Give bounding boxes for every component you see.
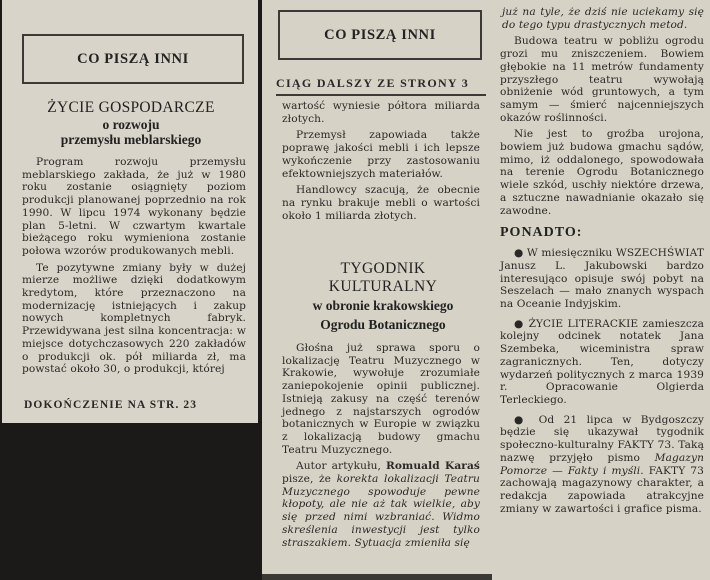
right-paragraph-3: Handlowcy szacują, że obecnie na rynku brakuje mebli o wartości około 1 miliarda złotych. — [282, 184, 480, 222]
tygodnik-p2-start: Autor artykułu, — [296, 460, 386, 473]
tygodnik-paragraph-2 — [282, 460, 480, 549]
left-source-title: ŻYCIE GOSPODARCZE — [47, 99, 215, 116]
ponadto-item-3 — [500, 414, 704, 516]
quote-continuation: już na tyle, że dziś nie uciekamy się do tego typu drastycznych metod. — [502, 6, 704, 31]
tygodnik-title-line2: KULTURALNY — [328, 278, 438, 295]
left-clipping — [2, 0, 258, 423]
continuation-heading: CIĄG DALSZY ZE STRONY 3 — [276, 76, 470, 90]
tygodnik-paragraph-1: Głośna już sprawa sporu o lokalizację Teatru Muzycznego w Krakowie, wywołuje zrozumiałe zaniepokojenie opinii publicznej. Istnieją zakusy na część terenów jednego z najstarszych ogrodów botanicznych w Europie w związku z lokalizacją budowy gmachu Teatru Muzycznego. — [282, 342, 480, 456]
right-clipping — [262, 0, 710, 580]
tygodnik-body — [282, 342, 480, 553]
right-col1-body — [282, 100, 480, 226]
left-paragraph-2: Te pozytywne zmiany były w dużej mierze możliwe dzięki dodatkowym kredytom, które przeznaczono na modernizację istniejących i zakup nowych kompletnych fabryk. Przewidywana jest silna koncentracja: w miejsce dotychczasowych 220 zakładów o produkcji ok. pół miliarda zł, ma powstać około 30, o produkcji, której — [22, 261, 246, 376]
ponadto-item-1: ● W miesięczniku WSZECHŚWIAT Janusz L. Jakubowski bardzo interesująco opisuje swój pobyt na Seszelach — mało znanych wyspach na Oceanie Indyjskim. — [500, 247, 704, 311]
next-article-border — [262, 574, 492, 580]
ponadto-item-3-magazine: Magazyn Pomorze — Fakty i myśli. — [500, 451, 704, 477]
ponadto-item-2: ● ŻYCIE LITERACKIE zamieszcza kolejny odcinek notatek Jana Szembeka, wiceministra spraw zagranicznych. Ten, dotyczy wydarzeń politycznych z marca 1939 r. Opracowanie Olgierda Terleckiego. — [500, 317, 704, 406]
ponadto-item-3-start: ● Od 21 lipca w Bydgoszczy będzie się ukazywał tygodnik społeczno-kulturalny FAKTY 73. Taką nazwę przyjęło pismo — [500, 413, 704, 464]
left-body — [22, 156, 246, 380]
tygodnik-title-line1: TYGODNIK — [340, 260, 426, 277]
ponadto-item-3-end: FAKTY 73 zachowają magazynowy charakter, a redakcja zapowiada atrakcyjne zmiany w zawartości i grafice pisma. — [500, 464, 704, 515]
tygodnik-p2-mid: pisze, że — [282, 473, 337, 486]
left-article-title-line2: przemysłu meblarskiego — [60, 132, 202, 147]
col2-paragraph-2: Nie jest to groźba urojona, bowiem już budowa gmachu sądów, mimo, iż oddalonego, spowodowała na terenie Ogrodu Botanicznego wiele szkód, uschły niektóre drzewa, a sztuczne nawadnianie okazało się zawodne. — [500, 128, 704, 217]
ponadto-heading: PONADTO: — [500, 225, 583, 241]
continuation-rule — [276, 94, 486, 96]
tygodnik-article-line1: w obronie krakowskiego — [312, 298, 454, 313]
left-paragraph-1: Program rozwoju przemysłu meblarskiego zakłada, że już w 1980 roku zostanie osiągnięty poziom produkcji planowanej poprzednio na rok 1990. W lipcu 1974 wykonany będzie plan 5-letni. W czwartym kwartale bieżącego roku wymieniona zostanie połowa wzorów produkowanych mebli. — [22, 156, 246, 257]
right-section-header: CO PISZĄ INNI — [278, 10, 482, 60]
tygodnik-article-line2: Ogrodu Botanicznego — [320, 317, 446, 332]
col2-paragraph-1: Budowa teatru w pobliżu ogrodu grozi mu zniszczeniem. Bowiem głębokie na 11 metrów fundamenty przyszłego teatru wywołają obniżenie wód gruntowych, a tym samym — śmierć najcenniejszych okazów roślinności. — [500, 35, 704, 124]
right-col2-body — [500, 6, 704, 519]
tygodnik-p2-quote: korekta lokalizacji Teatru Muzycznego spowoduje pewne kłopoty, ale nie aż tak wielkie, aby się przed nimi wzbraniać. Widmo skreślenia inwestycji jest tylko straszakiem. Sytuacja zmieniła się — [282, 473, 480, 549]
left-article-title-line1: o rozwoju — [102, 117, 160, 132]
left-section-header: CO PISZĄ INNI — [22, 34, 244, 84]
article-author: Romuald Karaś — [385, 460, 480, 473]
continued-on-page-note: DOKOŃCZENIE NA STR. 23 — [24, 399, 198, 411]
right-paragraph-1: wartość wyniesie półtora miliarda złotych. — [282, 100, 480, 125]
right-paragraph-2: Przemysł zapowiada także poprawę jakości mebli i ich lepsze wykończenie przy zastosowaniu efektowniejszych materiałów. — [282, 129, 480, 180]
